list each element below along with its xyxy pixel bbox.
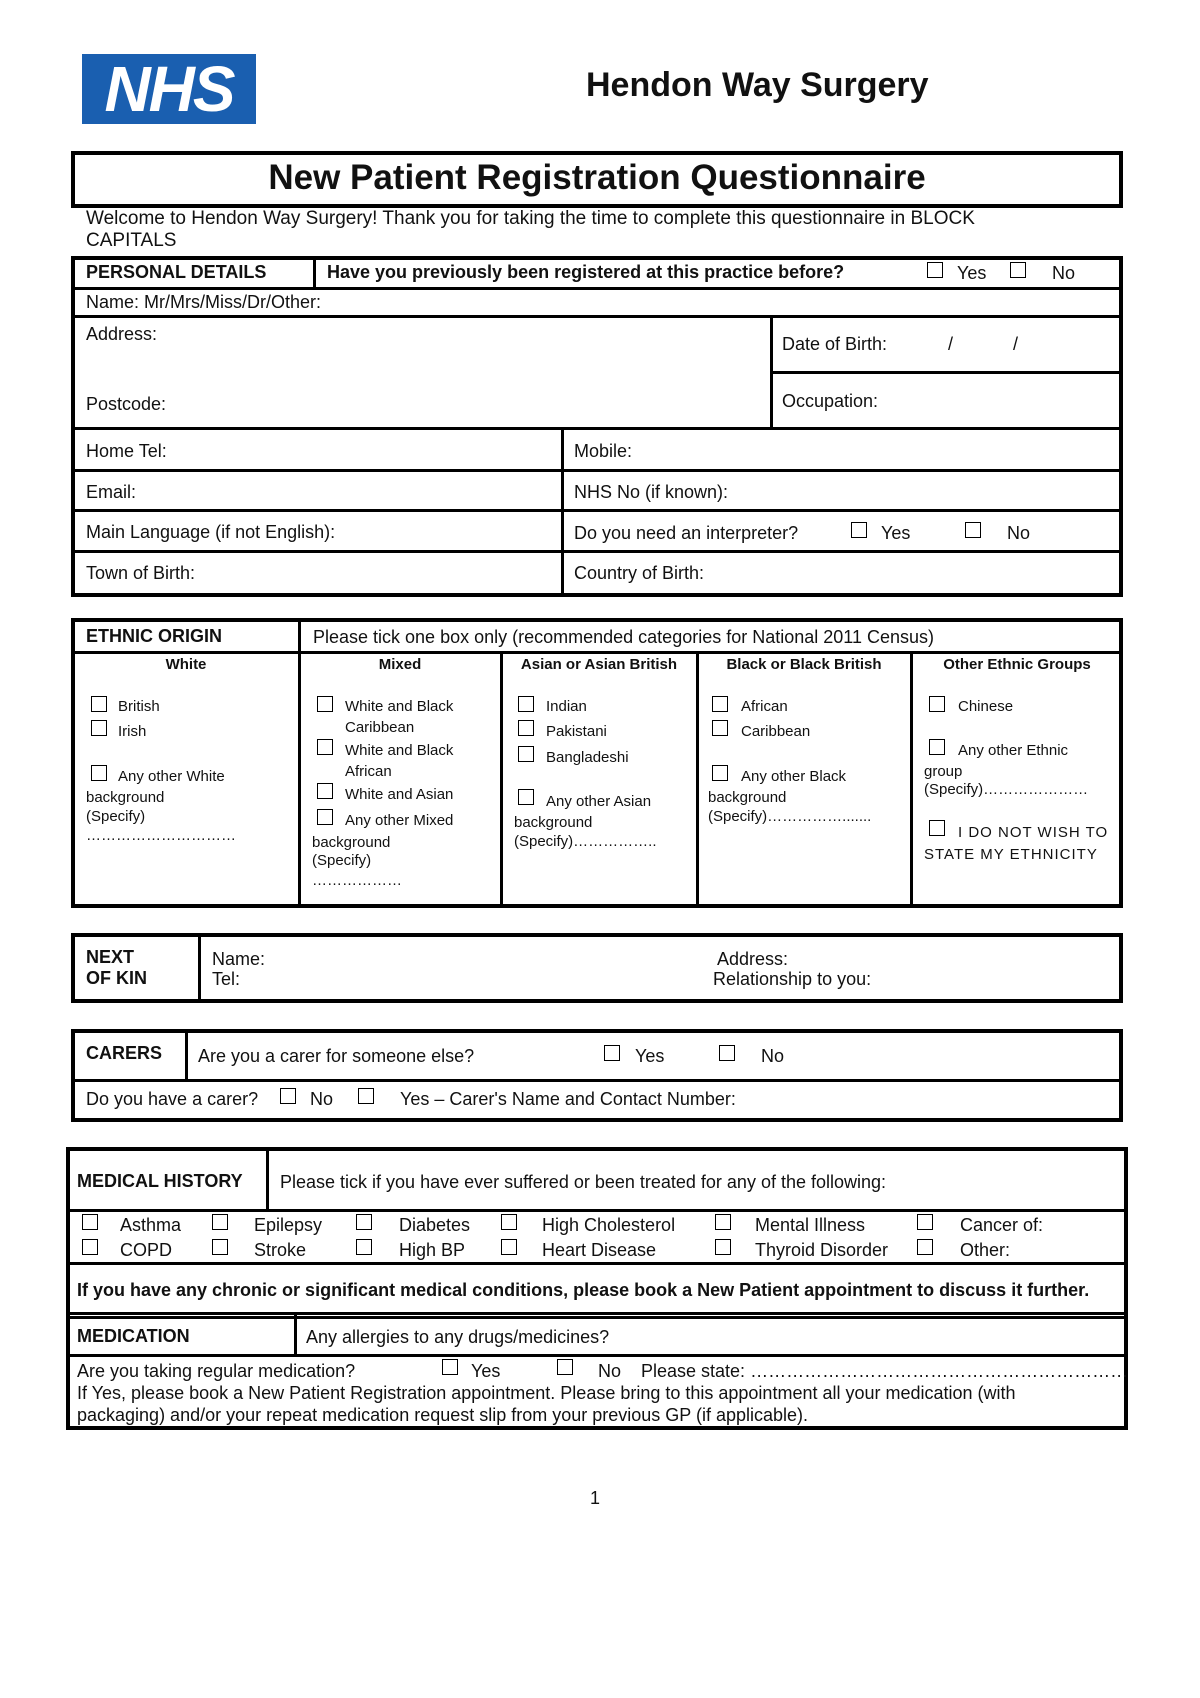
ethnic-other-asian-specify: (Specify)…………….. (514, 833, 657, 850)
ethnic-white-black-african-label: African (345, 763, 392, 780)
high-bp-label: High BP (399, 1240, 466, 1260)
regular-medication-no-label: No (598, 1361, 622, 1381)
next-of-kin-heading: NEXT (86, 947, 135, 967)
ethnic-do-not-wish-checkbox[interactable] (929, 820, 945, 836)
black-column-heading: Black or Black British (726, 656, 882, 673)
ethnic-other-white-checkbox[interactable] (91, 765, 107, 781)
kin-tel-field[interactable]: Tel: (212, 969, 241, 989)
medication-state-field[interactable]: Please state: ……………………………………………………… (641, 1361, 1129, 1381)
ethnic-origin-heading: ETHNIC ORIGIN (86, 626, 223, 646)
ethnic-other-black-label: Any other Black (741, 768, 847, 785)
regular-medication-no-checkbox[interactable] (557, 1359, 573, 1375)
personal-details-heading: PERSONAL DETAILS (86, 262, 267, 282)
epilepsy-label: Epilepsy (254, 1215, 323, 1235)
ethnic-other-black-checkbox[interactable] (712, 765, 728, 781)
ethnic-pakistani-label: Pakistani (546, 723, 607, 740)
thyroid-disorder-checkbox[interactable] (715, 1239, 731, 1255)
ethnic-other-white-specify: ………………………… (86, 827, 236, 844)
copd-checkbox[interactable] (82, 1239, 98, 1255)
ethnic-bangladeshi-checkbox[interactable] (518, 746, 534, 762)
cancer-checkbox[interactable] (917, 1214, 933, 1230)
previously-registered-yes-checkbox[interactable] (927, 262, 943, 278)
diabetes-label: Diabetes (399, 1215, 471, 1235)
carer-no-label: No (761, 1046, 785, 1066)
ethnic-other-asian-label: Any other Asian (546, 793, 652, 810)
asthma-label: Asthma (120, 1215, 182, 1235)
heart-disease-checkbox[interactable] (501, 1239, 517, 1255)
ethnic-african-checkbox[interactable] (712, 696, 728, 712)
ethnic-other-mixed-specify: ……………… (312, 872, 402, 889)
name-field[interactable]: Name: Mr/Mrs/Miss/Dr/Other: (86, 292, 322, 312)
ethnic-other-asian-checkbox[interactable] (518, 789, 534, 805)
ethnic-indian-checkbox[interactable] (518, 696, 534, 712)
stroke-checkbox[interactable] (212, 1239, 228, 1255)
dob-separator: / (948, 334, 954, 354)
ethnic-other-black-specify: (Specify)……………....... (708, 808, 872, 825)
town-of-birth-field[interactable]: Town of Birth: (86, 563, 196, 583)
ethnic-other-group-label: group (924, 763, 963, 780)
ethnic-other-group-label: Any other Ethnic (958, 742, 1069, 759)
allergies-field[interactable]: Any allergies to any drugs/medicines? (306, 1327, 610, 1347)
have-carer-no-checkbox[interactable] (280, 1088, 296, 1104)
previously-registered-no-label: No (1052, 263, 1076, 283)
mental-illness-checkbox[interactable] (715, 1214, 731, 1230)
ethnic-other-group-checkbox[interactable] (929, 739, 945, 755)
previously-registered-no-checkbox[interactable] (1010, 262, 1026, 278)
ethnic-white-black-caribbean-label: White and Black (345, 698, 454, 715)
high-bp-checkbox[interactable] (356, 1239, 372, 1255)
ethnic-other-mixed-specify: (Specify) (312, 852, 372, 869)
ethnic-caribbean-label: Caribbean (741, 723, 811, 740)
ethnic-white-black-caribbean-label: Caribbean (345, 719, 415, 736)
mobile-field[interactable]: Mobile: (574, 441, 633, 461)
ethnic-white-asian-label: White and Asian (345, 786, 454, 803)
have-carer-no-label: No (310, 1089, 334, 1109)
ethnic-white-asian-checkbox[interactable] (317, 783, 333, 799)
cancer-label: Cancer of: (960, 1215, 1044, 1235)
interpreter-no-label: No (1007, 523, 1031, 543)
kin-relationship-field[interactable]: Relationship to you: (713, 969, 872, 989)
ethnic-british-label: British (118, 698, 160, 715)
ethnic-caribbean-checkbox[interactable] (712, 720, 728, 736)
interpreter-yes-label: Yes (881, 523, 911, 543)
interpreter-no-checkbox[interactable] (965, 522, 981, 538)
address-field[interactable]: Address: (86, 324, 158, 344)
ethnic-do-not-wish-label: STATE MY ETHNICITY (924, 846, 1098, 863)
nhs-logo: NHS (82, 54, 256, 124)
previously-registered-yes-label: Yes (957, 263, 987, 283)
chronic-conditions-note: If you have any chronic or significant medical conditions, please book a New Patient appointment to discuss it further. (77, 1280, 1090, 1300)
ethnic-chinese-checkbox[interactable] (929, 696, 945, 712)
other-ethnic-column-heading: Other Ethnic Groups (943, 656, 1091, 673)
ethnic-white-black-african-label: White and Black (345, 742, 454, 759)
have-carer-yes-label: Yes – Carer's Name and Contact Number: (400, 1089, 736, 1109)
kin-name-field[interactable]: Name: (212, 949, 266, 969)
ethnic-pakistani-checkbox[interactable] (518, 720, 534, 736)
occupation-field[interactable]: Occupation: (782, 391, 879, 411)
home-tel-field[interactable]: Home Tel: (86, 441, 167, 461)
epilepsy-checkbox[interactable] (212, 1214, 228, 1230)
carer-yes-checkbox[interactable] (604, 1045, 620, 1061)
interpreter-yes-checkbox[interactable] (851, 522, 867, 538)
ethnic-other-asian-label: background (514, 814, 593, 831)
mixed-column-heading: Mixed (378, 656, 422, 673)
high-cholesterol-checkbox[interactable] (501, 1214, 517, 1230)
date-of-birth-field[interactable]: Date of Birth: (782, 334, 888, 354)
carers-heading: CARERS (86, 1043, 163, 1063)
country-of-birth-field[interactable]: Country of Birth: (574, 563, 705, 583)
ethnic-british-checkbox[interactable] (91, 696, 107, 712)
mental-illness-label: Mental Illness (755, 1215, 866, 1235)
thyroid-disorder-label: Thyroid Disorder (755, 1240, 889, 1260)
medication-heading: MEDICATION (77, 1326, 190, 1346)
medical-history-instruction: Please tick if you have ever suffered or been treated for any of the following: (280, 1172, 887, 1192)
regular-medication-question: Are you taking regular medication? (77, 1361, 356, 1381)
surgery-name: Hendon Way Surgery (586, 66, 929, 104)
nhs-number-field[interactable]: NHS No (if known): (574, 482, 729, 502)
other-condition-checkbox[interactable] (917, 1239, 933, 1255)
heart-disease-label: Heart Disease (542, 1240, 657, 1260)
ethnic-african-label: African (741, 698, 788, 715)
ethnic-other-mixed-checkbox[interactable] (317, 809, 333, 825)
ethnic-origin-instruction: Please tick one box only (recommended categories for National 2011 Census) (313, 627, 934, 647)
intro-text: Welcome to Hendon Way Surgery! Thank you for taking the time to complete this questionnaire in BLOCK CAPITALS (86, 208, 975, 251)
main-language-field[interactable]: Main Language (if not English): (86, 522, 336, 542)
next-of-kin-heading: OF KIN (86, 968, 147, 988)
previously-registered-question: Have you previously been registered at this practice before? (327, 262, 845, 282)
ethnic-do-not-wish-label: I DO NOT WISH TO (958, 824, 1109, 841)
ethnic-other-group-specify: (Specify)………………… (924, 781, 1089, 798)
have-carer-yes-checkbox[interactable] (358, 1088, 374, 1104)
page-number: 1 (590, 1488, 601, 1508)
ethnic-other-black-label: background (708, 789, 787, 806)
carer-question: Are you a carer for someone else? (198, 1046, 475, 1066)
ethnic-irish-label: Irish (118, 723, 147, 740)
ethnic-irish-checkbox[interactable] (91, 720, 107, 736)
carer-no-checkbox[interactable] (719, 1045, 735, 1061)
other-condition-label: Other: (960, 1240, 1011, 1260)
ethnic-other-white-label: background (86, 789, 165, 806)
ethnic-other-mixed-label: background (312, 834, 391, 851)
ethnic-bangladeshi-label: Bangladeshi (546, 749, 629, 766)
page-title: New Patient Registration Questionnaire (268, 158, 926, 197)
ethnic-other-white-label: Any other White (118, 768, 225, 785)
stroke-label: Stroke (254, 1240, 307, 1260)
email-field[interactable]: Email: (86, 482, 137, 502)
white-column-heading: White (165, 656, 207, 673)
dob-separator: / (1013, 334, 1019, 354)
ethnic-indian-label: Indian (546, 698, 587, 715)
postcode-field[interactable]: Postcode: (86, 394, 167, 414)
ethnic-other-mixed-label: Any other Mixed (345, 812, 454, 829)
ethnic-white-black-caribbean-checkbox[interactable] (317, 696, 333, 712)
ethnic-chinese-label: Chinese (958, 698, 1014, 715)
ethnic-white-black-african-checkbox[interactable] (317, 739, 333, 755)
medical-history-heading: MEDICAL HISTORY (77, 1171, 243, 1191)
ethnic-other-white-specify: (Specify) (86, 808, 146, 825)
regular-medication-yes-checkbox[interactable] (442, 1359, 458, 1375)
kin-address-field[interactable]: Address: (717, 949, 789, 969)
diabetes-checkbox[interactable] (356, 1214, 372, 1230)
asian-column-heading: Asian or Asian British (520, 656, 678, 673)
high-cholesterol-label: High Cholesterol (542, 1215, 676, 1235)
interpreter-question: Do you need an interpreter? (574, 523, 799, 543)
regular-medication-yes-label: Yes (471, 1361, 501, 1381)
copd-label: COPD (120, 1240, 173, 1260)
medication-appointment-note: If Yes, please book a New Patient Registration appointment. Please bring to this appointment all your medication (with packaging) and/or your repeat medication request slip from your previous GP (if applicable). (77, 1383, 1016, 1425)
have-carer-question: Do you have a carer? (86, 1089, 259, 1109)
carer-yes-label: Yes (635, 1046, 665, 1066)
asthma-checkbox[interactable] (82, 1214, 98, 1230)
